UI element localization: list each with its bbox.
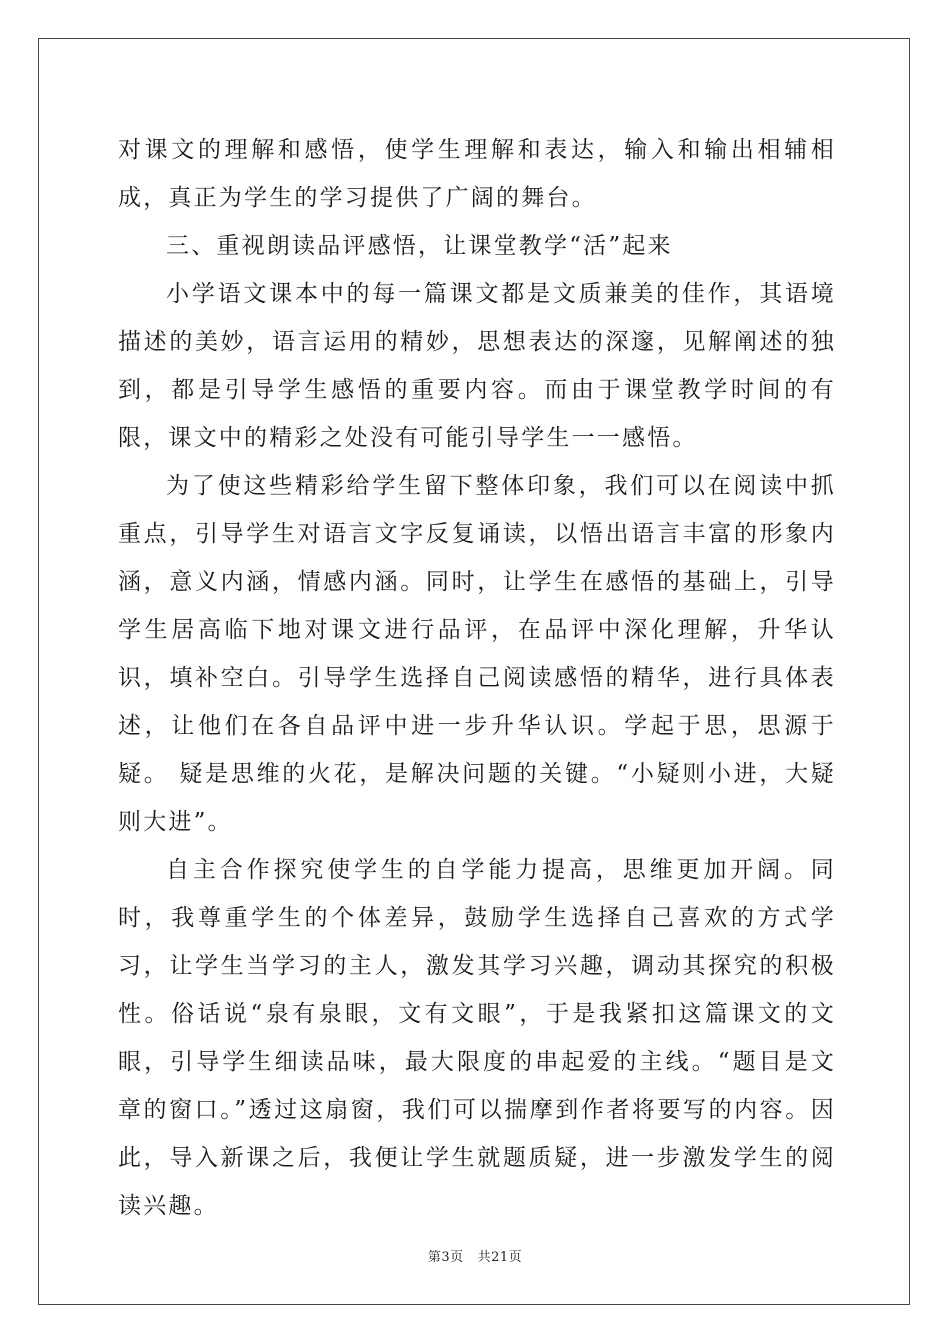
paragraph-3: 为了使这些精彩给学生留下整体印象，我们可以在阅读中抓重点，引导学生对语言文字反复诵读，以悟出语言丰富的形象内涵，意义内涵，情感内涵。同时，让学生在感悟的基础上，引导学生居高临下地对课文进行品评，在品评中深化理解，升华认识，填补空白。引导学生选择自己阅读感悟的精华，进行具体表述，让他们在各自品评中进一步升华认识。学起于思，思源于疑。 疑是思维的火花，是解决问题的关键。“小疑则小进，大疑则大进”。 xyxy=(118,473,836,835)
page-total: 共21页 xyxy=(477,1250,523,1265)
paragraph-1: 对课文的理解和感悟，使学生理解和表达，输入和输出相辅相成，真正为学生的学习提供了广阔的舞台。 xyxy=(118,137,836,211)
body-text xyxy=(118,126,836,1230)
paragraph-2: 小学语文课本中的每一篇课文都是文质兼美的佳作，其语境描述的美妙，语言运用的精妙，思想表达的深邃，见解阐述的独到，都是引导学生感悟的重要内容。而由于课堂教学时间的有限，课文中的精彩之处没有可能引导学生一一感悟。 xyxy=(118,281,836,451)
page-footer xyxy=(0,1246,950,1265)
paragraph-4: 自主合作探究使学生的自学能力提高，思维更加开阔。同时，我尊重学生的个体差异，鼓励学生选择自己喜欢的方式学习，让学生当学习的主人，激发其学习兴趣，调动其探究的积极性。俗话说“泉有泉眼，文有文眼”，于是我紧扣这篇课文的文眼，引导学生细读品味，最大限度的串起爱的主线。“题目是文章的窗口。”透过这扇窗，我们可以揣摩到作者将要写的内容。因此，导入新课之后，我便让学生就题质疑，进一步激发学生的阅读兴趣。 xyxy=(118,857,836,1219)
page-number: 第3页 xyxy=(427,1250,464,1265)
section-heading: 三、重视朗读品评感悟，让课堂教学“活”起来 xyxy=(166,233,673,259)
